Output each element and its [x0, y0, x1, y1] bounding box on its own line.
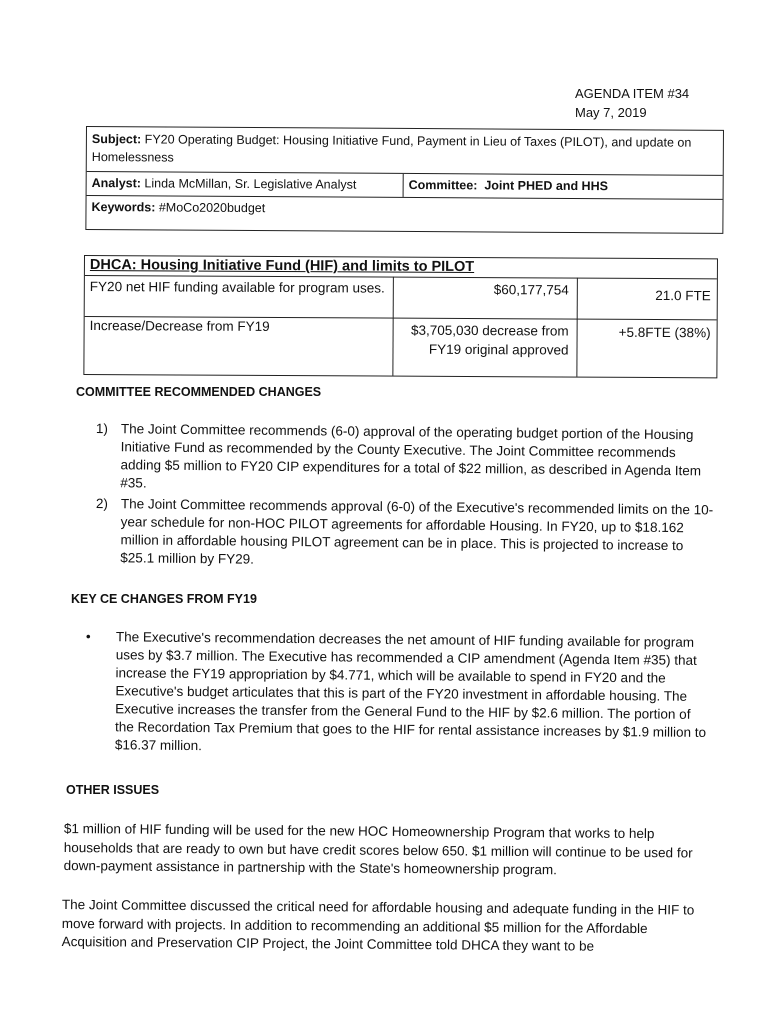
key-changes-heading: KEY CE CHANGES FROM FY19	[71, 592, 257, 606]
dhca-table-title: DHCA: Housing Initiative Fund (HIF) and limits to PILOT	[89, 257, 475, 276]
item-number: 1)	[95, 420, 109, 437]
analyst-label: Analyst:	[91, 176, 142, 191]
item-text: The Executive's recommendation decreases the net amount of HIF funding available for program uses by $3.7 million. The Executive has recommended a CIP amendment (Agenda Item #35) that increase the FY19 appropriation by $4.771, which will be available to spend in FY20 and the Executive's budget articulates that this is part of the FY20 investment in affordable housing. The Executive increases the transfer from the General Fund to the HIF by $2.6 million. The portion of the Recordation Tax Premium that goes to the HIF for rental assistance increases by $1.9 million to $16.37 million.	[114, 629, 707, 754]
item-number: 2)	[95, 495, 109, 512]
table-cell-amount: $60,177,754	[493, 282, 569, 298]
paragraph: The Joint Committee discussed the critical need for affordable housing and adequate funding in the HIF to move forward with projects. In addition to recommending an additional $5 million for the Affordable Acquisition and Preservation CIP Project, the Joint Committee told DHCA they want to be	[61, 896, 695, 954]
table-cell-amount: $3,705,030 decrease from FY19 original approved	[410, 322, 569, 358]
keywords-text: #MoCo2020budget	[155, 200, 266, 216]
agenda-date: May 7, 2019	[575, 105, 647, 120]
keywords-label: Keywords:	[91, 200, 156, 215]
subject-text: FY20 Operating Budget: Housing Initiative Fund, Payment in Lieu of Taxes (PILOT), and update on Homelessness	[91, 132, 692, 165]
agenda-header	[575, 84, 689, 122]
item-text: The Joint Committee recommends approval (6-0) of the Executive's recommended limits on the 10-year schedule for non-HOC PILOT agreements for affordable Housing. In FY20, up to $18.162 million in affordable housing PILOT agreement can be in place. This is projected to increase to $25.1 million by FY29.	[120, 496, 714, 567]
committee-recommended-heading: COMMITTEE RECOMMENDED CHANGES	[76, 385, 322, 399]
bullet-icon: •	[85, 628, 91, 645]
list-item	[85, 628, 712, 760]
subject-row	[87, 127, 723, 176]
table-column-divider	[576, 278, 578, 377]
subject-label: Subject:	[91, 132, 142, 147]
committee-text: Joint PHED and HHS	[477, 178, 609, 194]
committee-label: Committee:	[408, 177, 478, 193]
table-cell-label: Increase/Decrease from FY19	[89, 318, 270, 334]
table-cell-label: FY20 net HIF funding available for program uses.	[89, 279, 385, 296]
paragraph: $1 million of HIF funding will be used for the new HOC Homeownership Program that works to help households that are ready to own but have credit scores below 650. $1 million will continue to be used for down-payment assistance in partnership with the State's homeownership program.	[63, 820, 693, 878]
table-column-divider	[392, 277, 394, 376]
item-text: The Joint Committee recommends (6-0) approval of the operating budget portion of the Housing Initiative Fund as recommended by the County Executive. The Joint Committee recommends adding $5 million to FY20 CIP expenditures for a total of $22 million, as described in Agenda Item #35.	[120, 421, 702, 491]
info-box	[85, 126, 724, 234]
analyst-text: Linda McMillan, Sr. Legislative Analyst	[140, 176, 357, 192]
list-item	[95, 420, 718, 499]
other-issues-heading: OTHER ISSUES	[66, 783, 160, 797]
agenda-item-number: AGENDA ITEM #34	[575, 86, 690, 101]
table-cell-fte: 21.0 FTE	[655, 287, 711, 304]
keywords-row	[86, 196, 722, 222]
table-cell-fte: +5.8FTE (38%)	[618, 324, 711, 341]
dhca-table	[83, 255, 718, 378]
list-item	[95, 495, 718, 574]
